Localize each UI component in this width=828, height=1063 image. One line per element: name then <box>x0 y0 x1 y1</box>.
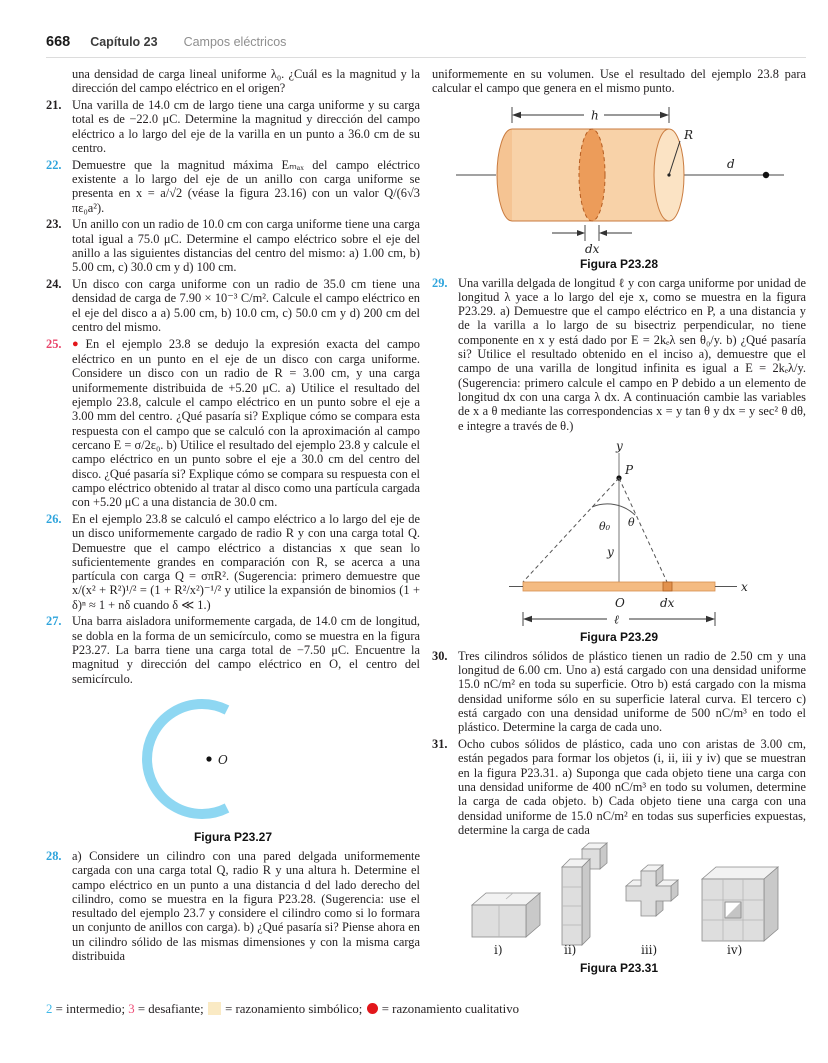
problem-28 <box>46 849 420 963</box>
problem-text: Tres cilindros sólidos de plástico tienen un radio de 2.50 cm y una longitud de 6.00 cm. Uno a) está cargado con una densidad uniforme 15.0 nC/m² en toda su superficie. Otro b) está cargado con la misma densidad uniforme sólo en su superficie lateral curva. El tercero c) está cargado con una densidad uniforme de 500 nC/m³ en todo el plástico. Determine la carga de cada uno. <box>458 648 806 735</box>
symbolic-reasoning-text: = razonamiento simbólico; <box>221 1002 366 1016</box>
problem-number: 24. <box>46 277 62 292</box>
label-dx: dx <box>660 595 675 610</box>
problem-text-body: En el ejemplo 23.8 se dedujo la expresión exacta del campo eléctrico en un punto en el eje de un disco con carga uniforme. Considere un disco con un radio de R = 3.00 cm, y una carga uniformemente distribuida de +5.20 μC. a) Utilice el resultado del ejemplo 23.8, calcule el campo eléctrico en un punto sobre el eje a 3.00 mm del centro. ¿Qué pasaría si? Explique cómo se compara esta respuesta con el campo que se calculó con la aproximación al campo cercano E = σ/2ε₀. b) Utilice el resultado del ejemplo 23.8 y calcule el campo eléctrico en un punto sobre el eje a 30.0 cm del centro del disco. ¿Qué pasaría si? Explique cómo se compara su respuesta con el campo eléctrico obtenido al tratar al disco como una partícula cargada con +5.20 μC a una distancia de 30.0 cm. <box>72 336 420 510</box>
angle-arc <box>592 504 635 515</box>
rod-field-point-diagram <box>479 440 759 628</box>
cylinder-diagram <box>444 103 794 255</box>
problem-text <box>72 337 420 510</box>
problem-31 <box>432 737 806 837</box>
difficulty-legend <box>46 1002 806 1017</box>
right-column <box>432 67 806 980</box>
object-i-slab <box>472 893 540 937</box>
arrowhead-right <box>577 230 585 236</box>
label-x: x <box>741 579 748 594</box>
dx-element <box>663 582 672 591</box>
arrowhead-right <box>660 111 669 117</box>
charged-semicircle-arc <box>147 704 227 814</box>
intro-paragraph-right: uniformemente en su volumen. Use el resultado del ejemplo 23.8 para calcular el campo que genera en el mismo punto. <box>432 67 806 96</box>
problem-26 <box>46 512 420 612</box>
page-header <box>46 34 806 58</box>
problem-number: 22. <box>46 157 62 172</box>
label-P: P <box>625 462 634 477</box>
figure-p23-28 <box>432 103 806 271</box>
level-3-text: = desafiante; <box>134 1002 207 1016</box>
semicircle-rod-diagram <box>83 693 383 828</box>
label-theta: θ <box>628 515 635 529</box>
figure-p23-29 <box>432 440 806 644</box>
label-iv: iv) <box>727 943 743 958</box>
label-ell: ℓ <box>614 612 619 627</box>
qualitative-reasoning-dot-icon: ● <box>72 337 83 350</box>
problem-number: 28. <box>46 848 62 863</box>
field-point <box>763 171 769 177</box>
problem-text: Un disco con carga uniforme con un radio de 35.0 cm tiene una densidad de carga de 7.90 × 10⁻³ C/m². Calcule el campo eléctrico en el eje del disco a a) 5.00 cm, b) 10.0 cm, c) 50.0 cm y d) 200 cm del centro del mismo. <box>72 277 420 335</box>
arrowhead-left <box>523 616 532 622</box>
label-iii: iii) <box>641 943 658 958</box>
problem-text: Un anillo con un radio de 10.0 cm con carga uniforme tiene una carga total igual a 75.0 μC. Determine el campo eléctrico sobre el eje del anillo a las siguientes distancias del centro del mismo: a) 1.00 cm, b) 5.00 cm, c) 30.0 cm y d) 100 cm. <box>72 217 420 275</box>
label-ii: ii) <box>564 943 577 958</box>
label-y-distance: y <box>607 544 614 559</box>
problem-text: Una varilla delgada de longitud ℓ y con carga uniforme por unidad de longitud λ yace a lo largo del eje x, como se muestra en la figura P23.29. a) Demuestre que el campo eléctrico en P, a una distancia y de la varilla a lo largo de su bisectriz perpendicular, no tiene componente en x y está dado por E = 2kₑλ sen θ₀/y. b) ¿Qué pasaría si? Utilice el resultado obtenido en el inciso a), demuestre que el campo de una varilla de longitud infinita es igual a E = 2kₑλ/y. (Sugerencia: primero calcule el campo en P debido a un elemento de longitud dx con una carga λ dx. A continuación cambie las variables de x a θ mediante las correspondencias x = y tan θ y dx = y sec² θ dθ, e integre a través de θ.) <box>458 275 806 433</box>
label-y-axis: y <box>616 439 623 453</box>
label-theta0: θ₀ <box>599 519 611 533</box>
figure-p23-31 <box>432 841 806 975</box>
figure-caption: Figura P23.28 <box>579 256 659 271</box>
problem-number: 25. <box>46 336 62 351</box>
chapter-title: Campos eléctricos <box>183 35 287 49</box>
problem-text: a) Considere un cilindro con una pared delgada uniformemente cargada con una carga total Q, radio R y una altura h. Determine el campo eléctrico en un punto a una distancia d del lado derecho del cilindro, como se muestra en la figura P23.28. (Sugerencia: use el resultado del ejemplo 23.7 y considere el cilindro como si lo formara un conjunto de anillos con carga). b) ¿Qué pasaría si? Piense ahora en un cilindro sólido de las mismas dimensiones y con la misma carga distribuida <box>72 848 420 964</box>
cube-objects-diagram <box>444 841 794 959</box>
center-point-O <box>206 756 211 761</box>
problem-text: Una barra aisladora uniformemente cargada, de 14.0 cm de longitud, se dobla en la forma de un semicírculo, como se muestra en la figura P23.27. La barra tiene una carga total de −7.50 μC. Encuentre la magnitud y dirección del campo eléctrico en O, el centro del semicírculo. <box>72 614 420 686</box>
problem-number: 21. <box>46 98 62 113</box>
problem-text: En el ejemplo 23.8 se calculó el campo eléctrico a lo largo del eje de un disco uniformemente cargado de radio R y con una carga total Q. Demuestre que el campo eléctrico a distancias x que sean lo suficientemente grandes en comparación con R, se acerca a una partícula con carga Q = σπR². (Sugerencia: primero demuestre que x/(x² + R²)¹/² = (1 + R²/x²)⁻¹/² y utilice la expansión de binomios (1 + δ)ⁿ ≈ 1 + nδ cuando δ ≪ 1.) <box>72 511 420 612</box>
label-i: i) <box>494 943 503 958</box>
problem-22 <box>46 158 420 215</box>
qualitative-reasoning-dot-icon <box>367 1003 378 1014</box>
label-O: O <box>218 752 228 767</box>
problem-27 <box>46 614 420 685</box>
qualitative-reasoning-text: = razonamiento cualitativo <box>378 1002 520 1016</box>
charged-ring-slice <box>579 129 605 221</box>
figure-caption: Figura P23.29 <box>579 629 659 644</box>
problem-text: Una varilla de 14.0 cm de largo tiene una carga uniforme y su carga total es de −22.0 μC. Determine la magnitud y dirección del campo eléctrico a lo largo del eje de la varilla en un punto a 36.0 cm de su centro. <box>72 98 420 155</box>
problem-23 <box>46 217 420 274</box>
problem-24 <box>46 277 420 334</box>
charged-rod <box>523 582 715 591</box>
label-R: R <box>684 127 694 142</box>
symbolic-reasoning-square-icon <box>208 1002 221 1015</box>
page-number: 668 <box>46 34 71 50</box>
left-column <box>46 67 420 980</box>
problem-number: 30. <box>432 648 448 663</box>
label-h: h <box>591 108 599 123</box>
figure-p23-27 <box>46 693 420 844</box>
problem-25 <box>46 337 420 510</box>
problem-number: 31. <box>432 737 448 752</box>
chapter-label: Capítulo 23 <box>90 35 158 49</box>
label-O: O <box>615 595 625 610</box>
object-iii-cross <box>626 865 678 916</box>
problem-text: Demuestre que la magnitud máxima Eₘₐₓ del campo eléctrico existente a lo largo del eje de un anillo con carga uniforme se presenta en x = a/√2 (véase la figura 23.16) con un valor Q/(6√3 πε₀a²). <box>72 157 420 215</box>
level-2-text: = intermedio; <box>52 1002 129 1016</box>
object-ii-column <box>562 843 607 945</box>
problem-number: 29. <box>432 275 448 290</box>
level-2-symbol: 2 <box>46 1002 53 1016</box>
object-iv-cube-hole <box>702 867 778 941</box>
intro-paragraph-left: una densidad de carga lineal uniforme λ₀. ¿Cuál es la magnitud y la dirección del campo eléctrico en el origen? <box>72 67 420 96</box>
problem-30 <box>432 649 806 735</box>
figure-caption: Figura P23.31 <box>579 961 659 976</box>
problem-number: 23. <box>46 217 62 232</box>
figure-caption: Figura P23.27 <box>193 829 273 844</box>
arrowhead-left <box>599 230 607 236</box>
problem-21 <box>46 98 420 155</box>
label-dx: dx <box>585 241 600 255</box>
label-d: d <box>727 156 735 171</box>
level-3-symbol: 3 <box>128 1002 135 1016</box>
problem-29 <box>432 276 806 433</box>
arrowhead-left <box>512 111 521 117</box>
problem-number: 27. <box>46 614 62 629</box>
two-column-layout <box>46 67 806 980</box>
dashed-line-right <box>619 478 667 582</box>
problem-text: Ocho cubos sólidos de plástico, cada uno con aristas de 3.00 cm, están pegados para formar los objetos (i, ii, iii y iv) que se muestran en la figura P23.31. a) Suponga que cada objeto tiene una carga con una densidad uniforme de 400 nC/m³ en todo su volumen, determine la carga de cada objeto. b) Cada objeto tiene una carga con una densidad uniforme de 15.0 nC/m² en todas sus superficies expuestas, determine la carga de cada <box>458 737 806 837</box>
arrowhead-right <box>706 616 715 622</box>
problem-number: 26. <box>46 511 62 526</box>
